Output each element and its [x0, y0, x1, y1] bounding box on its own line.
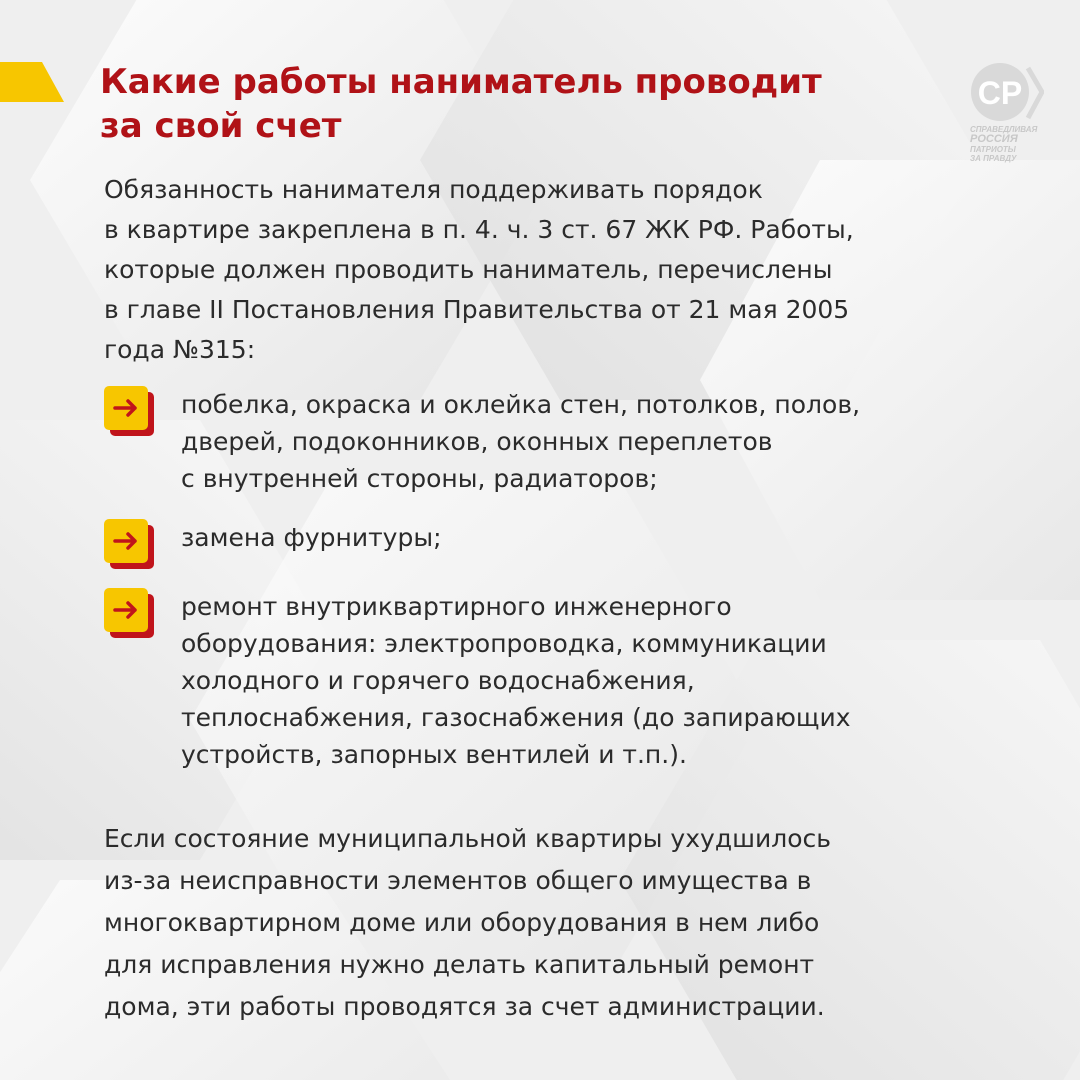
logo-line-2: РОССИЯ — [970, 133, 1018, 145]
party-logo — [966, 62, 1044, 166]
logo-line-1: СПРАВЕДЛИВАЯ — [970, 125, 1038, 134]
list-item-text: побелка, окраска и оклейка стен, потолков, полов, дверей, подоконников, оконных переплетов с внутренней стороны, радиаторов; — [181, 390, 861, 493]
arrow-right-icon — [104, 519, 154, 569]
arrow-right-icon — [104, 588, 154, 638]
logo-line-4: ЗА ПРАВДУ — [970, 154, 1017, 163]
list-item-text: замена фурнитуры; — [181, 523, 442, 552]
corner-accent-tab — [0, 62, 64, 102]
page-title: Какие работы наниматель проводит за свой счет — [100, 62, 822, 146]
closing-paragraph: Если состояние муниципальной квартиры ухудшилось из-за неисправности элементов общего имущества в многоквартирном доме или оборудования в нем либо для исправления нужно делать капитальный ремонт дома, эти работы проводятся за счет администрации. — [104, 824, 831, 1021]
arrow-right-icon — [104, 386, 154, 436]
intro-paragraph: Обязанность нанимателя поддерживать порядок в квартире закреплена в п. 4. ч. 3 ст. 67 ЖК РФ. Работы, которые должен проводить наниматель, перечислены в главе II Постановления Правительства от 21 мая 2005 года №315: — [104, 175, 854, 364]
list-item-text: ремонт внутриквартирного инженерного оборудования: электропроводка, коммуникации холодного и горячего водоснабжения, теплоснабжения, газоснабжения (до запирающих устройств, запорных вентилей и т.п.). — [181, 592, 851, 769]
logo-line-3: ПАТРИОТЫ — [970, 145, 1016, 154]
logo-mark: СР — [977, 75, 1023, 111]
